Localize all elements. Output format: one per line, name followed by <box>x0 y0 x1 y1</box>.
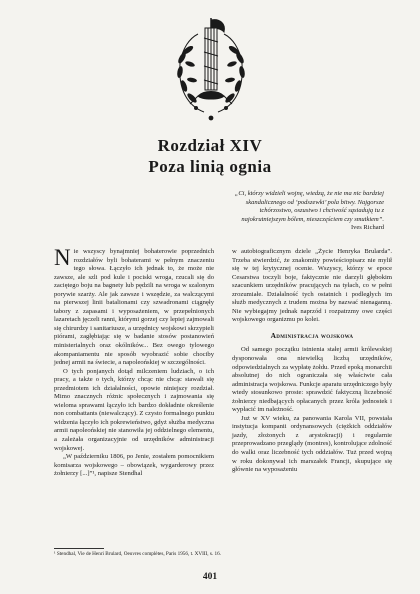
paragraph: Już w XV wieku, za panowania Karola VII, powstała instytucja kompanii ordynansowych (ciężkich oddziałów jazdy, złożonych z arystokracji) i regularnie przeprowadzano przeglądy (montres), kontrolujące zdolność do walki oraz liczebność tych oddziałów. Tuż przed wojną w roku dokonywał ich marszałek Francji, skupujące się głównie na wyposażeniu <box>232 414 392 474</box>
paragraph: O tych ponjanych dotąd milczeniem ludziach, o ich pracy, a także o tych, którzy chcąc nie chcąc stawali się przedmiotem ich działalności, opowie niniejszy rozdział. Mimo znacznych różnic społecznych i zajmowania się wieloma sprawami łączyło ich bardzo dokładnie określenie non combattants (niewalczący). Z czysto formalnego punktu widzenia łączyło ich pokrewieństwo, gdyż służba medyczna armii napoleońskiej nie stanowiła jej oddzielnego elementu, a zależała organizacyjnie od urzędników administracji wojskowej. <box>54 367 214 452</box>
paragraph: w autobiograficznym dziele „Życie Henryka Brularda”. Trzeba stwierdzić, że znakomity powieściopisarz nie mylił się w tej krytycznej ocenie. Wszyscy, którzy w epoce Cesarstwa toczyli boje, faktycznie nie darzyli głębokim szacunkiem urzędników pracujących na tyłach, co w pełni zrozumiałe. Działalność tych ostatnich i podległych im służb medycznych z trudem można by nazwać nienaganną. Nie wybiegajmy jednak naprzód i rozpatrzmy owe części wojskowego organizmu po kolei. <box>232 248 392 324</box>
footnote: ¹ Stendhal, Vie de Henri Brulard, Oeuvres complètes, Paris 1956, t. XVIII, s. 16. <box>54 551 221 557</box>
chapter-title: Poza linią ognia <box>148 157 272 176</box>
paragraph: Od samego początku istnienia stałej armii królewskiej dysponowała ona niewielką liczbą urzędników, odpowiedzialnych za wypłatę żołdu. Przed epoką monarchii absolutnej do nich ograniczała się właściwie cała administracja wojskowa. Funkcje aparatu urzędniczego były wtedy stosunkowo proste: sprawdzić faktyczną liczebność żołnierzy niedbających opłacanych przez króla jednostek i wypłacić im należność. <box>232 346 392 414</box>
section-heading: Administracja wojskowa <box>270 330 354 340</box>
epigraph-source: Ives Richard <box>350 224 384 232</box>
epigraph-text: „Ci, którzy widzieli wojnę, wiedzą, że nie ma nic bardziej skandalicznego od ‘podszewki’ pola bitwy. Najgorsze tchórzostwo, oszustwo i chciwość sąsiadują tu z najokrutniejszym bólem, nieszczęściem czy smutkiem”. <box>234 190 384 223</box>
drop-cap: N <box>54 245 71 270</box>
page-number: 401 <box>202 572 218 582</box>
footnote-rule <box>54 548 104 549</box>
fasces-laurel-wreath-ornament-icon <box>168 14 254 126</box>
chapter-number: Rozdział XIV <box>157 136 263 155</box>
paragraph-text: ie wszyscy bynajmniej bohaterowie poprzednich rozdziałów byli bohaterami w pełnym znaczeniu tego słowa. Łączyło ich jednak to, że może nie zawsze, ale szli pod kule i pociski wroga, rzucali się do zaciętego boju na bagnety lub pędzili na wroga w szalonym porywie szarży. Ale jak zawsze i wszędzie, za walczącymi na pierwszej linii batalionami czy szwadronami ciągnęły tabory z zapasami i wyposażeniem, w przepełnionych lazaretach jęczeli ranni, którymi gorzej czy lepiej zajmowali się chirurdzy i sanitariusze, a urzędnicy wojskowi skrzypieli piórami, zagłębiając się w badanie stosów postanowień ministerialnych oraz okólników... Bez owego tylowego akompaniamentu nie sposób wyobrazić sobie chociby jednej armii na świecie, a napoleońskiej w szczególności. <box>54 248 214 367</box>
left-column <box>54 245 214 479</box>
right-column <box>232 248 392 475</box>
paragraph <box>54 245 214 368</box>
epigraph <box>226 190 384 233</box>
paragraph: „W październiku 1806, po Jenie, zostałem pomocnikiem komisarza wojskowego – obowiązek, wygarderowy przez żołnierzy [...]”¹, napisze Stendhal <box>54 453 214 478</box>
